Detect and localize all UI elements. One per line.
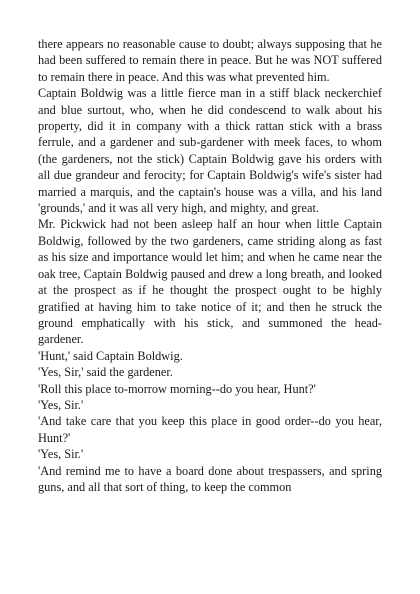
paragraph-1: there appears no reasonable cause to doubt; always supposing that he had been suffered to remain there in peace. But he was NOT suffered to remain there in peace. And this was what prevented him.	[38, 37, 382, 84]
paragraph-8: 'And take care that you keep this place in good order--do you hear, Hunt?'	[38, 414, 382, 445]
page-text	[38, 36, 382, 495]
paragraph-9: 'Yes, Sir.'	[38, 447, 84, 462]
paragraph-5: 'Yes, Sir,' said the gardener.	[38, 365, 173, 380]
paragraph-7: 'Yes, Sir.'	[38, 397, 84, 412]
paragraph-3: Mr. Pickwick had not been asleep half an hour when little Captain Boldwig, followed by the two gardeners, came striding along as fast as his size and importance would let him; and when he came near the oak tree, Captain Boldwig paused and drew a long breath, and looked at the prospect as if he thought the prospect ought to be highly gratified at having him to take notice of it; and then he struck the ground emphatically with his stick, and summoned the head-gardener.	[38, 217, 382, 347]
paragraph-6: 'Roll this place to-morrow morning--do you hear, Hunt?'	[38, 381, 316, 396]
paragraph-4: 'Hunt,' said Captain Boldwig.	[38, 348, 183, 363]
paragraph-10: 'And remind me to have a board done about trespassers, and spring guns, and all that sort of thing, to keep the common	[38, 463, 382, 494]
paragraph-2: Captain Boldwig was a little fierce man in a stiff black neckerchief and blue surtout, who, when he did condescend to walk about his property, did it in company with a thick rattan stick with a brass ferrule, and a gardener and sub-gardener with meek faces, to whom (the gardeners, not the stick) Captain Boldwig gave his orders with all due grandeur and ferocity; for Captain Boldwig's wife's sister had married a marquis, and the captain's house was a villa, and his land 'grounds,' and it was all very high, and mighty, and great.	[38, 86, 382, 216]
